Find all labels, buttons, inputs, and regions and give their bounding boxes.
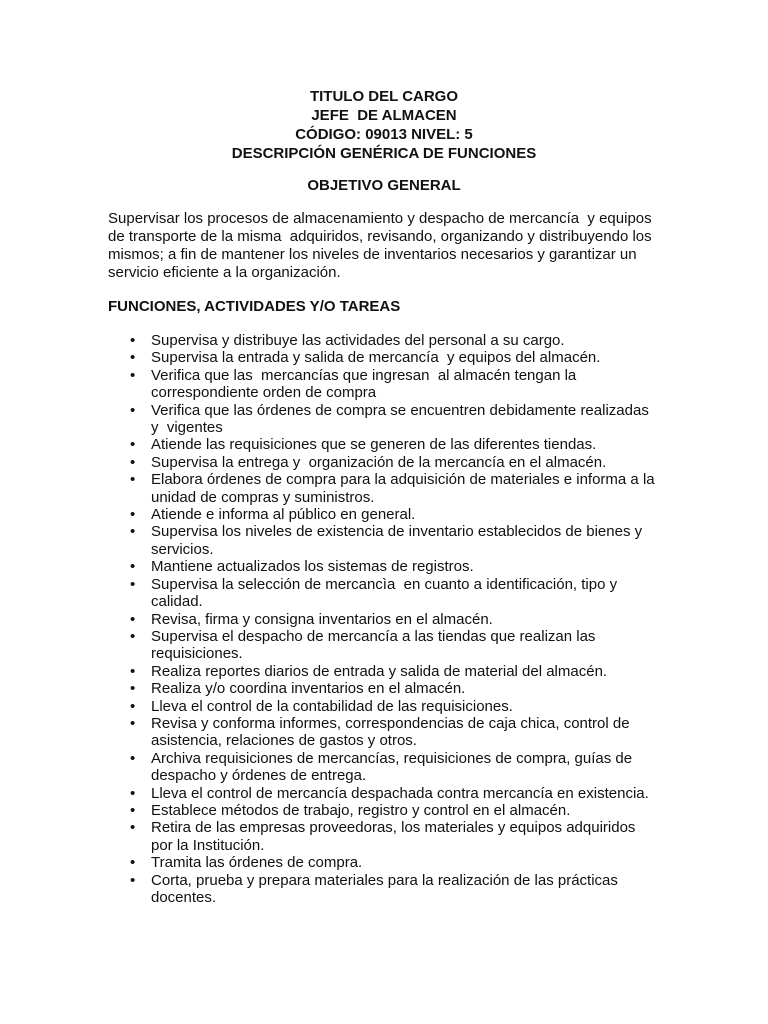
bullet-icon: • [130,349,136,367]
function-item-text: Supervisa la entrega y organización de la mercancía en el almacén. [151,453,607,471]
function-list-item [130,750,670,785]
function-item-text: asistencia, relaciones de gastos y otros. [151,732,417,750]
header-line-job-title: JEFE DE ALMACEN [311,107,457,124]
function-item-text: Atiende e informa al público en general. [151,506,416,524]
function-list-item [130,680,670,697]
function-list-item [130,715,670,750]
function-item-text: Supervisa la entrada y salida de mercancía y equipos del almacén. [151,349,601,367]
objetivo-line: Supervisar los procesos de almacenamiento y despacho de mercancía y equipos [108,210,652,227]
document-header [0,87,768,163]
function-list-item [130,367,670,402]
objetivo-general-paragraph [108,210,668,282]
objetivo-line: mismos; a fin de mantener los niveles de inventarios necesarios y garantizar un [108,246,637,263]
function-item-text: Realiza y/o coordina inventarios en el almacén. [151,680,466,698]
function-item-text: Lleva el control de la contabilidad de las requisiciones. [151,697,513,715]
function-item-text: servicios. [151,540,214,558]
function-item-text: Supervisa el despacho de mercancía a las tiendas que realizan las [151,627,596,645]
function-item-text: Tramita las órdenes de compra. [151,854,363,872]
bullet-icon: • [130,854,136,872]
function-list-item [130,402,670,437]
function-item-text: Verifica que las mercancías que ingresan al almacén tengan la [151,366,577,384]
function-item-text: Establece métodos de trabajo, registro y control en el almacén. [151,801,571,819]
bullet-icon: • [130,558,136,576]
objetivo-line: servicio eficiente a la organización. [108,264,341,281]
bullet-icon: • [130,819,136,837]
function-list-item [130,558,670,575]
function-item-text: Lleva el control de mercancía despachada contra mercancía en existencia. [151,784,649,802]
function-list-item [130,698,670,715]
bullet-icon: • [130,871,136,889]
bullet-icon: • [130,401,136,419]
function-item-text: por la Institución. [151,836,265,854]
function-item-text: correspondiente orden de compra [151,384,377,402]
funciones-heading: FUNCIONES, ACTIVIDADES Y/O TAREAS [108,298,401,315]
bullet-icon: • [130,627,136,645]
function-list-item [130,854,670,871]
function-item-text: Realiza reportes diarios de entrada y salida de material del almacén. [151,662,608,680]
bullet-icon: • [130,749,136,767]
bullet-icon: • [130,506,136,524]
bullet-icon: • [130,471,136,489]
bullet-icon: • [130,436,136,454]
bullet-icon: • [130,801,136,819]
function-list-item [130,611,670,628]
function-item-text: Corta, prueba y prepara materiales para la realización de las prácticas [151,871,618,889]
bullet-icon: • [130,332,136,349]
function-item-text: despacho y órdenes de entrega. [151,767,367,785]
function-item-text: calidad. [151,593,203,611]
bullet-icon: • [130,784,136,802]
function-list-item [130,349,670,366]
bullet-icon: • [130,662,136,680]
function-list-item [130,332,670,349]
bullet-icon: • [130,523,136,541]
function-item-text: Atiende las requisiciones que se generen de las diferentes tiendas. [151,436,597,454]
functions-list [130,332,670,906]
objetivo-line: de transporte de la misma adquiridos, revisando, organizando y distribuyendo los [108,228,652,245]
function-list-item [130,872,670,907]
header-line-cargo: TITULO DEL CARGO [309,88,459,105]
function-item-text: y vigentes [151,419,223,437]
function-item-text: Supervisa los niveles de existencia de inventario establecidos de bienes y [151,523,643,541]
function-list-item [130,523,670,558]
function-list-item [130,802,670,819]
function-item-text: Mantiene actualizados los sistemas de registros. [151,558,474,576]
function-list-item [130,436,670,453]
function-item-text: Revisa y conforma informes, correspondencias de caja chica, control de [151,714,630,732]
function-list-item [130,819,670,854]
bullet-icon: • [130,697,136,715]
function-item-text: Supervisa y distribuye las actividades del personal a su cargo. [151,332,565,349]
bullet-icon: • [130,366,136,384]
function-item-text: Revisa, firma y consigna inventarios en el almacén. [151,610,493,628]
function-list-item [130,454,670,471]
function-list-item [130,506,670,523]
function-item-text: Supervisa la selección de mercancìa en cuanto a identificación, tipo y [151,575,618,593]
header-line-code-level: CÓDIGO: 09013 NIVEL: 5 [295,126,473,143]
bullet-icon: • [130,575,136,593]
function-item-text: Verifica que las órdenes de compra se encuentren debidamente realizadas [151,401,649,419]
function-item-text: requisiciones. [151,645,243,663]
function-item-text: Archiva requisiciones de mercancías, requisiciones de compra, guías de [151,749,633,767]
bullet-icon: • [130,714,136,732]
function-item-text: docentes. [151,889,217,906]
bullet-icon: • [130,680,136,698]
objetivo-general-heading: OBJETIVO GENERAL [307,177,461,194]
function-list-item [130,471,670,506]
function-list-item [130,663,670,680]
header-line-description: DESCRIPCIÓN GENÉRICA DE FUNCIONES [231,145,537,162]
function-item-text: Retira de las empresas proveedoras, los materiales y equipos adquiridos [151,819,636,837]
bullet-icon: • [130,453,136,471]
function-item-text: unidad de compras y suministros. [151,488,375,506]
function-item-text: Elabora órdenes de compra para la adquisición de materiales e informa a la [151,471,655,489]
function-list-item [130,576,670,611]
function-list-item [130,785,670,802]
bullet-icon: • [130,610,136,628]
function-list-item [130,628,670,663]
